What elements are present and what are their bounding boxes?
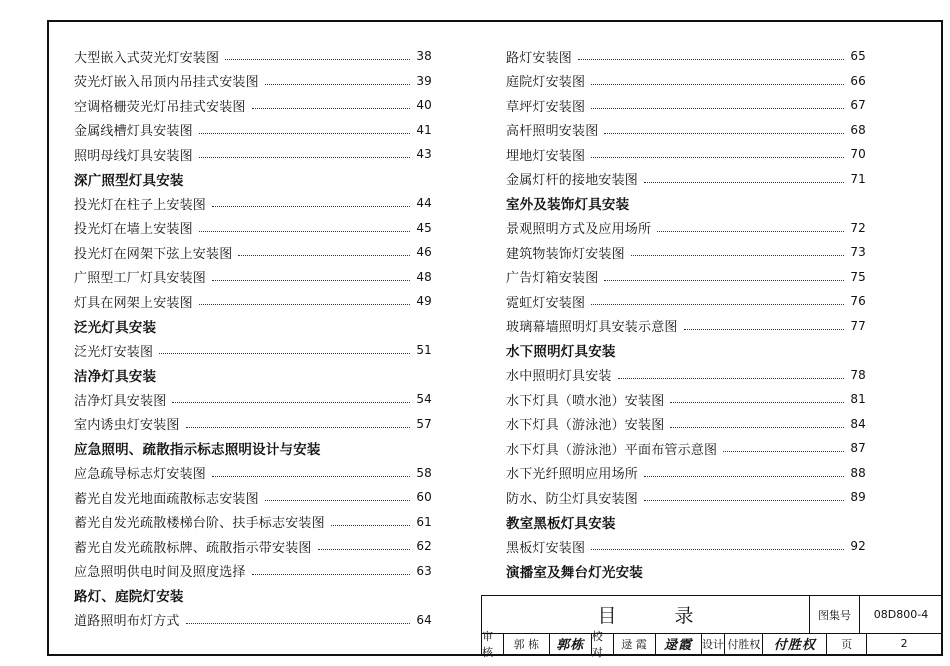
dot-leader bbox=[331, 512, 410, 526]
toc-entry bbox=[506, 118, 866, 143]
toc-entry-page: 66 bbox=[850, 73, 866, 88]
review-name: 郭 栋 bbox=[504, 633, 550, 654]
dot-leader bbox=[265, 487, 410, 501]
check-name: 逯 霞 bbox=[614, 633, 656, 654]
dot-leader bbox=[591, 144, 844, 158]
toc-entry-title: 水中照明灯具安装 bbox=[506, 369, 612, 385]
toc-entry bbox=[74, 559, 432, 584]
toc-entry-title: 洁净灯具安装图 bbox=[74, 393, 167, 409]
toc-entry-page: 84 bbox=[850, 416, 866, 431]
dot-leader bbox=[212, 267, 410, 281]
toc-entry-title: 水下灯具（喷水池）安装图 bbox=[506, 393, 665, 409]
toc-entry-page: 87 bbox=[850, 441, 866, 456]
toc-entry-title: 蓄光自发光疏散楼梯台阶、扶手标志安装图 bbox=[74, 516, 325, 532]
toc-entry-page: 81 bbox=[850, 392, 866, 407]
dot-leader bbox=[618, 365, 844, 379]
toc-section-heading bbox=[74, 583, 432, 608]
toc-entry-title: 投光灯在柱子上安装图 bbox=[74, 197, 207, 213]
toc-entry bbox=[506, 142, 866, 167]
toc-entry-page: 57 bbox=[416, 416, 432, 431]
toc-entry bbox=[506, 216, 866, 241]
dot-leader bbox=[604, 120, 844, 134]
toc-entry-page: 43 bbox=[416, 147, 432, 162]
atlas-number: 08D800-4 bbox=[873, 608, 929, 621]
toc-entry-page: 48 bbox=[416, 269, 432, 284]
toc-entry bbox=[74, 534, 432, 559]
check-label: 校对 bbox=[592, 633, 614, 654]
toc-left-column bbox=[74, 44, 432, 632]
dot-leader bbox=[172, 389, 410, 403]
atlas-number-label: 图集号 bbox=[810, 596, 860, 633]
toc-entry bbox=[74, 412, 432, 437]
toc-entry-page: 75 bbox=[850, 269, 866, 284]
dot-leader bbox=[252, 561, 410, 575]
dot-leader bbox=[657, 218, 844, 232]
dot-leader bbox=[591, 95, 844, 109]
dot-leader bbox=[644, 169, 844, 183]
title-block bbox=[481, 595, 941, 659]
toc-entry-title: 道路照明布灯方式 bbox=[74, 614, 180, 630]
toc-entry-title: 黑板灯安装图 bbox=[506, 540, 586, 556]
toc-entry-page: 58 bbox=[416, 465, 432, 480]
toc-entry-page: 51 bbox=[416, 343, 432, 358]
toc-entry-page: 54 bbox=[416, 392, 432, 407]
dot-leader bbox=[199, 120, 410, 134]
toc-entry-page: 76 bbox=[850, 294, 866, 309]
toc-entry-title: 演播室及舞台灯光安装 bbox=[506, 564, 643, 581]
toc-entry bbox=[506, 265, 866, 290]
toc-entry-page: 64 bbox=[416, 612, 432, 627]
toc-entry bbox=[506, 534, 866, 559]
toc-entry-title: 室内诱虫灯安装图 bbox=[74, 418, 180, 434]
toc-entry-page: 39 bbox=[416, 73, 432, 88]
dot-leader bbox=[644, 463, 844, 477]
dot-leader bbox=[723, 438, 844, 452]
toc-entry-page: 40 bbox=[416, 98, 432, 113]
toc-entry-title: 教室黑板灯具安装 bbox=[506, 515, 616, 532]
review-signature: 郭栋 bbox=[550, 633, 592, 654]
dot-leader bbox=[199, 218, 410, 232]
toc-entry-title: 高杆照明安装图 bbox=[506, 124, 599, 140]
toc-entry bbox=[74, 44, 432, 69]
toc-entry-title: 庭院灯安装图 bbox=[506, 75, 586, 91]
toc-entry-title: 水下照明灯具安装 bbox=[506, 344, 616, 361]
dot-leader bbox=[670, 389, 844, 403]
toc-right-column bbox=[506, 44, 866, 583]
toc-entry bbox=[74, 191, 432, 216]
toc-entry-title: 蓄光自发光疏散标牌、疏散指示带安装图 bbox=[74, 540, 312, 556]
toc-entry bbox=[74, 216, 432, 241]
toc-entry-page: 71 bbox=[850, 171, 866, 186]
toc-entry-title: 路灯安装图 bbox=[506, 50, 573, 66]
toc-entry-title: 水下光纤照明应用场所 bbox=[506, 467, 639, 483]
dot-leader bbox=[238, 242, 410, 256]
toc-entry bbox=[506, 289, 866, 314]
toc-entry bbox=[506, 314, 866, 339]
toc-entry bbox=[74, 485, 432, 510]
toc-entry-title: 应急照明、疏散指示标志照明设计与安装 bbox=[74, 442, 321, 459]
dot-leader bbox=[684, 316, 844, 330]
toc-entry-title: 金属灯杆的接地安装图 bbox=[506, 173, 639, 189]
toc-section-heading bbox=[74, 167, 432, 192]
dot-leader bbox=[604, 267, 844, 281]
toc-entry-title: 洁净灯具安装 bbox=[74, 368, 157, 385]
toc-entry-page: 72 bbox=[850, 220, 866, 235]
dot-leader bbox=[186, 610, 410, 624]
toc-entry bbox=[506, 240, 866, 265]
toc-entry bbox=[506, 461, 866, 486]
dot-leader bbox=[159, 340, 410, 354]
toc-entry-title: 防水、防尘灯具安装图 bbox=[506, 491, 639, 507]
toc-entry-title: 照明母线灯具安装图 bbox=[74, 148, 193, 164]
toc-section-heading bbox=[506, 510, 866, 535]
toc-section-heading bbox=[506, 338, 866, 363]
toc-entry-page: 45 bbox=[416, 220, 432, 235]
toc-section-heading bbox=[506, 559, 866, 584]
toc-entry bbox=[506, 436, 866, 461]
toc-entry bbox=[506, 93, 866, 118]
toc-section-heading bbox=[74, 314, 432, 339]
dot-leader bbox=[212, 193, 410, 207]
toc-entry bbox=[506, 363, 866, 388]
toc-section-heading bbox=[74, 363, 432, 388]
toc-entry-title: 水下灯具（游泳池）平面布管示意图 bbox=[506, 442, 718, 458]
toc-entry-title: 草坪灯安装图 bbox=[506, 99, 586, 115]
dot-leader bbox=[670, 414, 844, 428]
toc-entry-title: 泛光灯具安装 bbox=[74, 319, 157, 336]
toc-entry-page: 62 bbox=[416, 539, 432, 554]
page-number: 2 bbox=[900, 637, 908, 650]
toc-section-heading bbox=[74, 436, 432, 461]
dot-leader bbox=[225, 46, 410, 60]
toc-section-heading bbox=[506, 191, 866, 216]
toc-entry bbox=[74, 118, 432, 143]
toc-entry-title: 应急疏导标志灯安装图 bbox=[74, 467, 207, 483]
toc-entry-page: 44 bbox=[416, 196, 432, 211]
toc-entry-page: 41 bbox=[416, 122, 432, 137]
toc-entry-title: 广照型工厂灯具安装图 bbox=[74, 271, 207, 287]
design-signature: 付胜权 bbox=[763, 633, 827, 654]
toc-entry bbox=[74, 69, 432, 94]
toc-entry-title: 荧光灯嵌入吊顶内吊挂式安装图 bbox=[74, 75, 259, 91]
toc-entry-page: 60 bbox=[416, 490, 432, 505]
dot-leader bbox=[199, 144, 410, 158]
toc-entry bbox=[506, 167, 866, 192]
toc-entry bbox=[74, 289, 432, 314]
dot-leader bbox=[591, 291, 844, 305]
toc-entry-page: 38 bbox=[416, 49, 432, 64]
toc-entry-page: 88 bbox=[850, 465, 866, 480]
toc-entry-title: 空调格栅荧光灯吊挂式安装图 bbox=[74, 99, 246, 115]
toc-entry bbox=[74, 338, 432, 363]
toc-entry-title: 投光灯在网架下弦上安装图 bbox=[74, 246, 233, 262]
review-label: 审核 bbox=[482, 633, 504, 654]
dot-leader bbox=[644, 487, 844, 501]
dot-leader bbox=[212, 463, 410, 477]
toc-entry bbox=[74, 265, 432, 290]
dot-leader bbox=[591, 71, 844, 85]
toc-entry-page: 89 bbox=[850, 490, 866, 505]
dot-leader bbox=[591, 536, 844, 550]
toc-entry-page: 70 bbox=[850, 147, 866, 162]
toc-entry bbox=[506, 485, 866, 510]
dot-leader bbox=[252, 95, 410, 109]
toc-entry bbox=[506, 44, 866, 69]
toc-entry-title: 深广照型灯具安装 bbox=[74, 172, 184, 189]
toc-entry bbox=[506, 387, 866, 412]
toc-entry bbox=[74, 387, 432, 412]
toc-entry-title: 金属线槽灯具安装图 bbox=[74, 124, 193, 140]
dot-leader bbox=[578, 46, 844, 60]
toc-entry-page: 46 bbox=[416, 245, 432, 260]
toc-entry-title: 霓虹灯安装图 bbox=[506, 295, 586, 311]
toc-entry-title: 室外及装饰灯具安装 bbox=[506, 197, 630, 214]
toc-entry-page: 68 bbox=[850, 122, 866, 137]
toc-entry-title: 水下灯具（游泳池）安装图 bbox=[506, 418, 665, 434]
toc-entry-title: 泛光灯安装图 bbox=[74, 344, 154, 360]
toc-entry-page: 65 bbox=[850, 49, 866, 64]
toc-entry-title: 埋地灯安装图 bbox=[506, 148, 586, 164]
toc-entry-title: 投光灯在墙上安装图 bbox=[74, 222, 193, 238]
title-char-1: 目 bbox=[597, 605, 617, 627]
dot-leader bbox=[186, 414, 410, 428]
toc-entry-page: 49 bbox=[416, 294, 432, 309]
toc-entry-title: 应急照明供电时间及照度选择 bbox=[74, 565, 246, 581]
toc-entry bbox=[506, 69, 866, 94]
toc-entry bbox=[74, 142, 432, 167]
toc-entry-title: 建筑物装饰灯安装图 bbox=[506, 246, 625, 262]
toc-entry-title: 路灯、庭院灯安装 bbox=[74, 589, 184, 606]
dot-leader bbox=[631, 242, 844, 256]
toc-entry-page: 92 bbox=[850, 539, 866, 554]
toc-entry bbox=[74, 93, 432, 118]
dot-leader bbox=[265, 71, 410, 85]
document-title bbox=[482, 596, 810, 633]
design-label: 设计 bbox=[702, 633, 726, 654]
toc-entry-page: 67 bbox=[850, 98, 866, 113]
toc-entry-title: 玻璃幕墙照明灯具安装示意图 bbox=[506, 320, 678, 336]
toc-entry-page: 63 bbox=[416, 563, 432, 578]
toc-entry-page: 73 bbox=[850, 245, 866, 260]
toc-entry-title: 大型嵌入式荧光灯安装图 bbox=[74, 50, 220, 66]
toc-entry-title: 灯具在网架上安装图 bbox=[74, 295, 193, 311]
dot-leader bbox=[199, 291, 410, 305]
title-char-2: 录 bbox=[674, 605, 694, 627]
toc-entry bbox=[74, 608, 432, 633]
dot-leader bbox=[318, 536, 410, 550]
page-label: 页 bbox=[827, 633, 867, 654]
toc-entry-title: 广告灯箱安装图 bbox=[506, 271, 599, 287]
toc-entry-page: 77 bbox=[850, 318, 866, 333]
toc-entry-title: 蓄光自发光地面疏散标志安装图 bbox=[74, 491, 259, 507]
design-name: 付胜权 bbox=[725, 633, 763, 654]
toc-entry bbox=[74, 240, 432, 265]
toc-entry-title: 景观照明方式及应用场所 bbox=[506, 222, 652, 238]
toc-entry bbox=[74, 510, 432, 535]
check-signature: 逯霞 bbox=[656, 633, 702, 654]
toc-entry bbox=[74, 461, 432, 486]
toc-entry-page: 78 bbox=[850, 367, 866, 382]
toc-entry bbox=[506, 412, 866, 437]
toc-entry-page: 61 bbox=[416, 514, 432, 529]
